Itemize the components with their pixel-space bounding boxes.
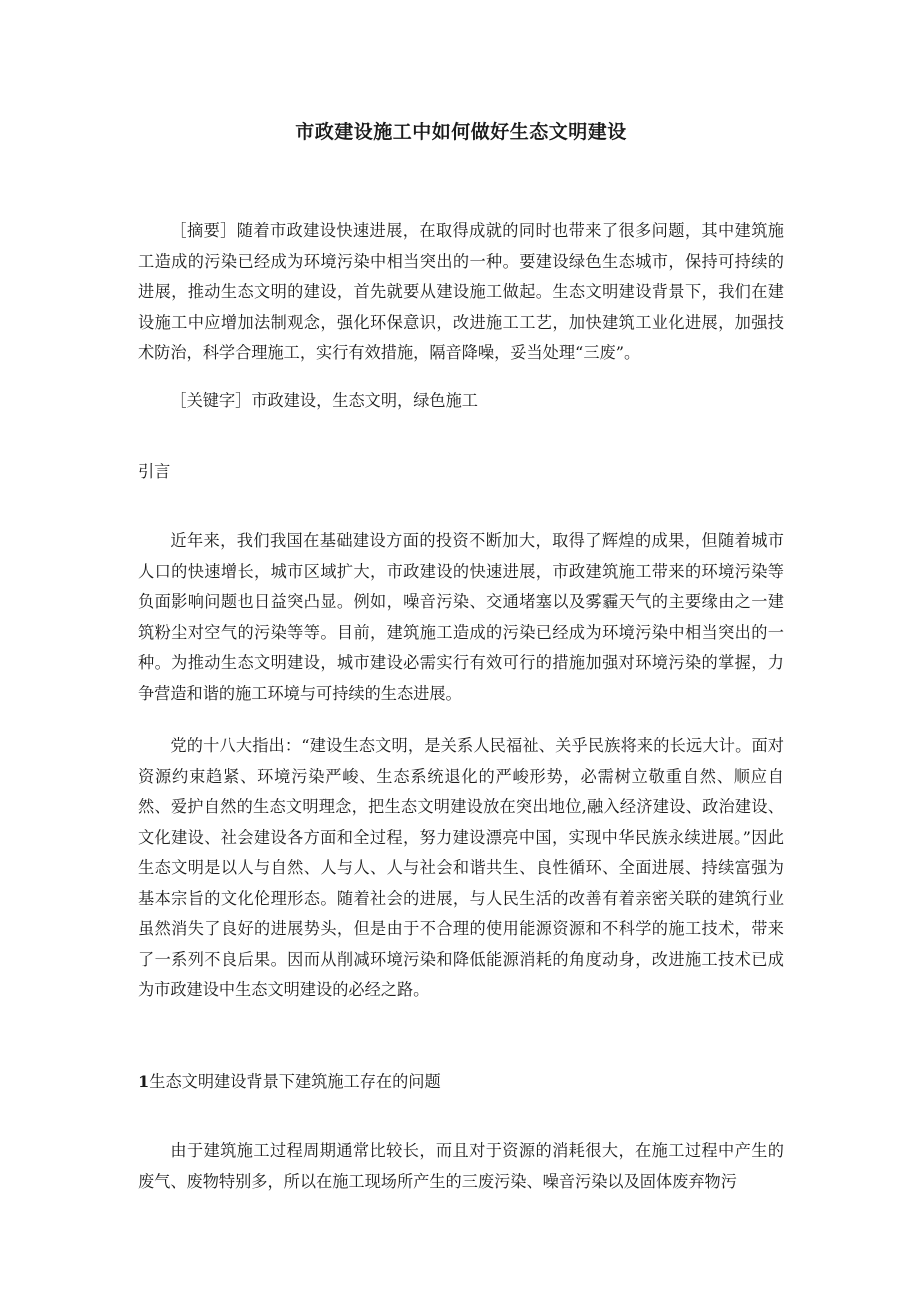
section-1-paragraph-1: 由于建筑施工过程周期通常比较长，而且对于资源的消耗很大，在施工过程中产生的废气、废物特别多，所以在施工现场所产生的三废污染、噪音污染以及固体废弃物污 [138,1141,784,1191]
intro-paragraph-2: 党的十八大指出：“建设生态文明，是关系人民福祉、关乎民族将来的长远大计。面对资源约束趋紧、环境污染严峻、生态系统退化的严峻形势，必需树立敬重自然、顺应自然、爱护自然的生态文明理念，把生态文明建设放在突出地位,融入经济建设、政治建设、文化建设、社会建设各方面和全过程，努力建设漂亮中国，实现中华民族永续进展。”因此生态文明是以人与自然、人与人、人与社会和谐共生、良性循环、全面进展、持续富强为基本宗旨的文化伦理形态。随着社会的进展，与人民生活的改善有着亲密关联的建筑行业虽然消失了良好的进展势头，但是由于不合理的使用能源资源和不科学的施工技术，带来了一系列不良后果。因而从削减环境污染和降低能源消耗的角度动身，改进施工技术已成为市政建设中生态文明建设的必经之路。 [138,736,784,999]
abstract-paragraph: ［摘要］随着市政建设快速进展，在取得成就的同时也带来了很多问题，其中建筑施工造成的污染已经成为环境污染中相当突出的一种。要建设绿色生态城市，保持可持续的进展，推动生态文明的建设，首先就要从建设施工做起。生态文明建设背景下，我们在建设施工中应增加法制观念，强化环保意识，改进施工工艺，加快建筑工业化进展，加强技术防治，科学合理施工，实行有效措施，隔音降噪，妥当处理“三废”。 [138,221,784,362]
section-1-heading [138,1067,441,1097]
intro-paragraph-1: 近年来，我们我国在基础建设方面的投资不断加大，取得了辉煌的成果，但随着城市人口的快速增长，城市区域扩大，市政建设的快速进展，市政建筑施工带来的环境污染等负面影响问题也日益突凸显。例如，噪音污染、交通堵塞以及雾霾天气的主要缘由之一建筑粉尘对空气的污染等等。目前，建筑施工造成的污染已经成为环境污染中相当突出的一种。为推动生态文明建设，城市建设必需实行有效可行的措施加强对环境污染的掌握，力争营造和谐的施工环境与可持续的生态进展。 [138,531,784,703]
document-page [138,0,784,1301]
intro-heading: 引言 [138,462,171,481]
document-title: 市政建设施工中如何做好生态文明建设 [295,121,627,143]
section-1-number: 1 [138,1072,150,1091]
section-1-title: 生态文明建设背景下建筑施工存在的问题 [149,1072,441,1091]
keywords-paragraph: ［关键字］市政建设，生态文明，绿色施工 [170,391,478,410]
